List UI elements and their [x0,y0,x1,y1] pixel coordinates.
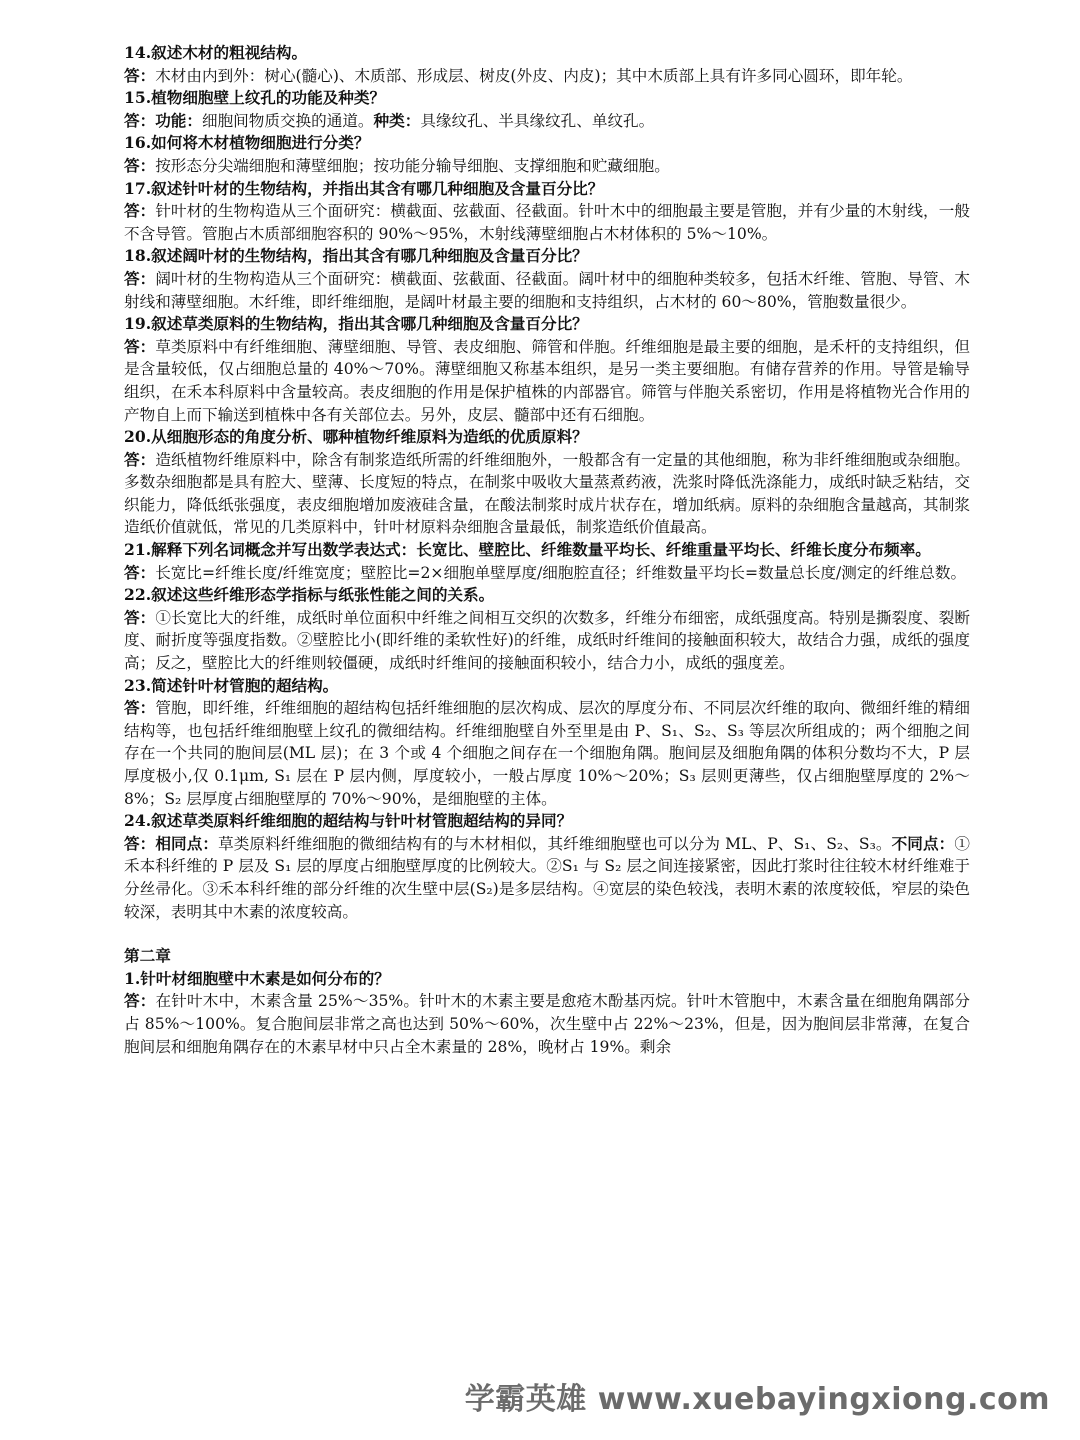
answer-label: 答： [124,65,156,85]
qa-item [124,810,970,923]
answer-paragraph [124,336,970,426]
answer-paragraph [124,990,970,1058]
answer-text: 细胞间物质交换的通道。 [201,111,374,130]
question-heading: 22.叙述这些纤维形态学指标与纸张性能之间的关系。 [124,585,495,605]
answer-text: 木材由内到外：树心(髓心)、木质部、形成层、树皮(外皮、内皮)；其中木质部上具有许多同心圆环，即年轮。 [155,66,913,85]
answer-paragraph [124,607,970,675]
answer-paragraph [124,110,970,133]
question-heading: 17.叙述针叶材的生物结构，并指出其含有哪几种细胞及含量百分比？ [124,178,604,198]
answer-text: 草类原料中有纤维细胞、薄壁细胞、导管、表皮细胞、筛管和伴胞。纤维细胞是最主要的细胞，是禾杆的支持组织，但是含量较低，仅占细胞总量的 40%～70%。薄壁细胞又称基本组织，是另一类主要细胞。有储存营养的作用。导管是输导组织，在禾本科原料中含量较高。表皮细胞的作用是保护植株的内部器官。筛管与伴胞关系密切，作用是将植物光合作用的产物自上而下输送到植株中各有关部位去。另外，皮层、髓部中还有石细胞。 [124,337,970,424]
qa-item [124,313,970,426]
answer-text: 阔叶材的生物构造从三个面研究：横截面、弦截面、径截面。阔叶材中的细胞种类较多，包括木纤维、管胞、导管、木射线和薄壁细胞。木纤维，即纤维细胞，是阔叶材最主要的细胞和支持组织，占木材的 60～80%，管胞数量很少。 [124,269,970,311]
answer-text: 具缘纹孔、半具缘纹孔、单纹孔。 [420,111,655,130]
answer-label: 答： [124,201,156,221]
question-heading: 24.叙述草类原料纤维细胞的超结构与针叶材管胞超结构的异同？ [124,811,573,831]
answer-label: 答： [124,991,156,1011]
question-heading: 16.如何将木材植物细胞进行分类？ [124,133,370,153]
question-heading: 1.针叶材细胞壁中木素是如何分布的？ [124,968,390,988]
answer-text: 草类原料纤维细胞的微细结构有的与木材相似，其纤维细胞壁也可以分为 ML、P、S₁、S₂、S₃。 [218,834,892,853]
qa-list [124,42,970,923]
question-heading: 18.叙述阔叶材的生物结构，指出其含有哪几种细胞及含量百分比？ [124,246,588,266]
answer-paragraph [124,833,970,923]
qa-item [124,584,970,674]
answer-label: 答：相同点： [124,833,219,853]
document-body [124,42,970,1058]
answer-text: 管胞，即纤维，纤维细胞的超结构包括纤维细胞的层次构成、层次的厚度分布、不同层次纤维的取向、微细纤维的精细结构等，也包括纤维细胞壁上纹孔的微细结构。纤维细胞壁自外至里是由 P、S₁、S₂、S₃ 等层次所组成的；两个细胞之间存在一个共同的胞间层(ML 层)；在 3 个或 4 个细胞之间存在一个细胞角隅。胞间层及细胞角隅的体积分数均不大，P 层厚度极小,仅 0.1μm, S₁ 层在 P 层内侧，厚度较小，一般占厚度 10%～20%；S₃ 层则更薄些，仅占细胞壁厚度的 2%～8%；S₂ 层厚度占细胞壁厚的 70%～90%，是细胞壁的主体。 [124,699,970,808]
question-heading: 20.从细胞形态的角度分析、哪种植物纤维原料为造纸的优质原料？ [124,427,588,447]
qa-item [124,968,970,1058]
question-heading: 23.简述针叶材管胞的超结构。 [124,675,339,695]
answer-paragraph [124,65,970,88]
qa-item [124,87,970,132]
answer-label: 答：功能： [124,110,202,130]
footer-watermark [465,1374,1050,1418]
qa-item [124,539,970,584]
answer-paragraph [124,697,970,810]
answer-label: 答： [124,607,156,627]
answer-text: 在针叶木中，木素含量 25%～35%。针叶木的木素主要是愈疮木酚基丙烷。针叶木管胞中，木素含量在细胞角隅部分占 85%～100%。复合胞间层非常之高也达到 50%～60%，次生壁中占 22%～23%，但是，因为胞间层非常薄，在复合胞间层和细胞角隅存在的木素早材中只占全木素量的 28%，晚材占 19%。剩余 [124,992,970,1056]
question-heading: 14.叙述木材的粗视结构。 [124,43,308,62]
answer-label: 答： [124,155,156,175]
answer-label: 不同点： [891,833,955,853]
answer-paragraph [124,268,970,313]
answer-text: 造纸植物纤维原料中，除含有制浆造纸所需的纤维细胞外，一般都含有一定量的其他细胞，称为非纤维细胞或杂细胞。多数杂细胞都是具有腔大、壁薄、长度短的特点，在制浆中吸收大量蒸煮药液，洗浆时降低洗涤能力，成纸时缺乏粘结，交织能力，降低纸张强度，表皮细胞增加废液硅含量，在酸法制浆时成片状存在，增加纸病。原料的杂细胞含量越高，其制浆造纸价值就低，常见的几类原料中，针叶材原料杂细胞含量最低，制浆造纸价值最高。 [124,450,970,537]
qa-item [124,426,970,539]
answer-label: 答： [124,698,156,718]
answer-text: ①禾本科纤维的 P 层及 S₁ 层的厚度占细胞壁厚度的比例较大。②S₁ 与 S₂ 层之间连接紧密，因此打浆时往往较木材纤维难于分丝帚化。③禾本科纤维的部分纤维的次生壁中层(S₂)是多层结构。④宽层的染色较浅，表明木素的浓度较低，窄层的染色较深，表明其中木素的浓度较高。 [124,834,970,921]
question-heading: 15.植物细胞壁上纹孔的功能及种类？ [124,88,386,108]
qa-item [124,42,970,87]
answer-paragraph [124,449,970,539]
answer-text: 针叶材的生物构造从三个面研究：横截面、弦截面、径截面。针叶木中的细胞最主要是管胞，并有少量的木射线，一般不含导管。管胞占木质部细胞容积的 90%～95%，木射线薄壁细胞占木材体积的 5%～10%。 [124,202,970,243]
qa-item [124,245,970,313]
answer-label: 答： [124,268,156,288]
qa-item [124,675,970,811]
qa-item [124,178,970,246]
chapter-heading: 第二章 [124,946,171,966]
question-heading: 21.解释下列名词概念并写出数学表达式：长宽比、壁腔比、纤维数量平均长、纤维重量平均长、纤维长度分布频率。 [124,540,931,560]
question-heading: 19.叙述草类原料的生物结构，指出其含哪几种细胞及含量百分比？ [124,314,588,334]
answer-label: 种类： [373,110,421,130]
answer-label: 答： [124,336,156,356]
answer-label: 答： [124,449,156,469]
answer-label: 答： [124,562,156,582]
answer-paragraph [124,200,970,245]
footer-url: www.xuebayingxiong.com [597,1382,1050,1417]
answer-text: ①长宽比大的纤维，成纸时单位面积中纤维之间相互交织的次数多，纤维分布细密，成纸强度高。特别是撕裂度、裂断度、耐折度等强度指数。②壁腔比小(即纤维的柔软性好)的纤维，成纸时纤维间的接触面积较大，故结合力强，成纸的强度高；反之，壁腔比大的纤维则较僵硬，成纸时纤维间的接触面积较小，结合力小，成纸的强度差。 [124,608,970,673]
answer-text: 长宽比=纤维长度/纤维宽度；壁腔比=2×细胞单壁厚度/细胞腔直径；纤维数量平均长=数量总长度/测定的纤维总数。 [155,563,967,582]
answer-text: 按形态分尖端细胞和薄壁细胞；按功能分输导细胞、支撑细胞和贮藏细胞。 [155,156,670,175]
answer-paragraph [124,155,970,178]
qa-item [124,132,970,177]
footer-brand: 学霸英雄 [464,1382,587,1417]
answer-paragraph [124,562,970,585]
chapter-qa-list [124,968,970,1058]
